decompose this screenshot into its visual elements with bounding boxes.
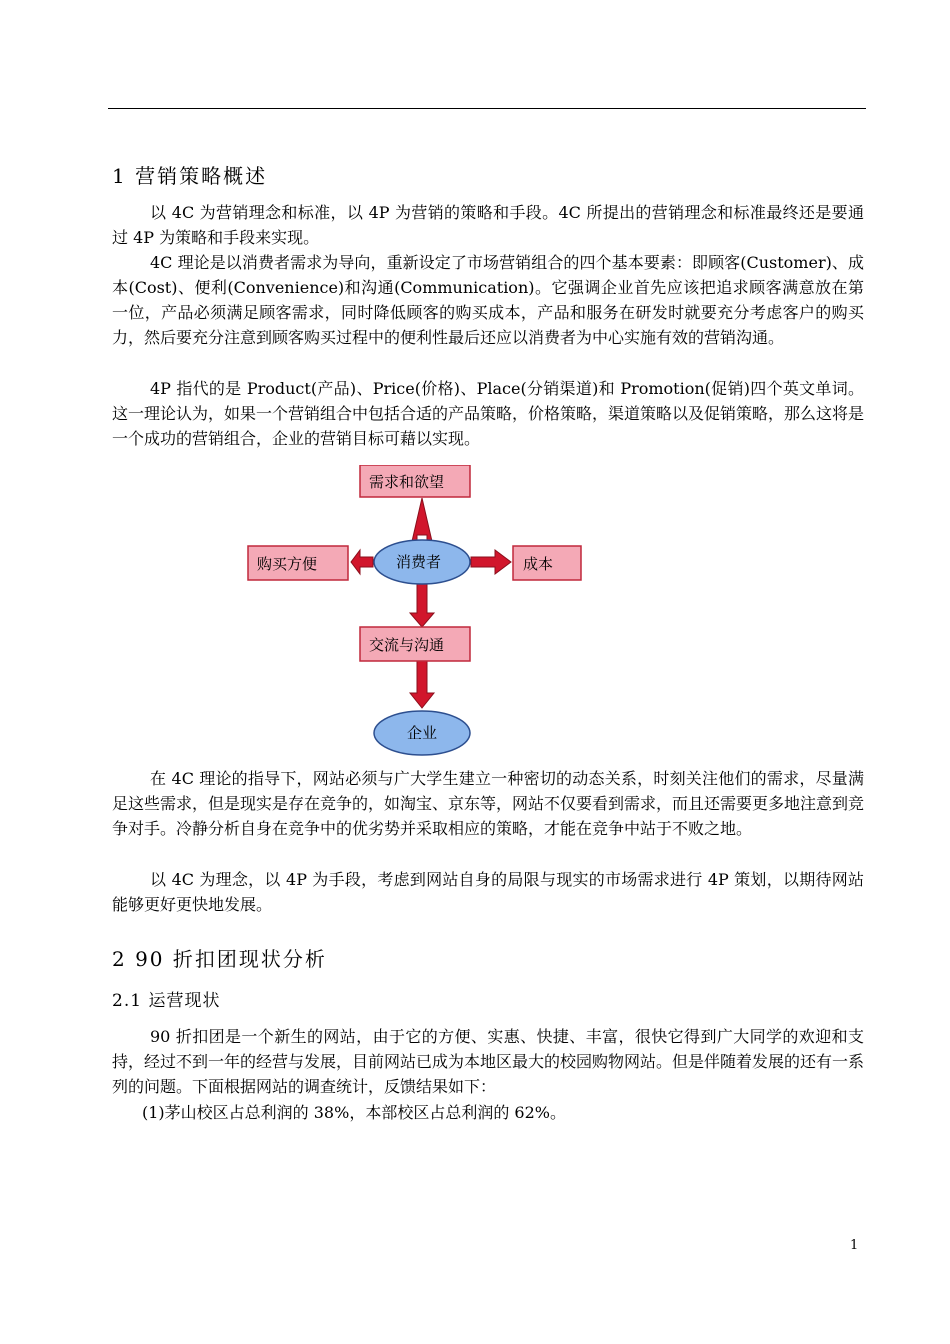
arrow-left — [351, 550, 373, 574]
paragraph-4c-4p-intro: 以 4C 为营销理念和标准，以 4P 为营销的策略和手段。4C 所提出的营销理念和标准最终还是要通过 4P 为策略和手段来实现。 — [112, 203, 864, 247]
section-1-heading: 1 营销策略概述 — [112, 164, 268, 188]
paragraph-profit-split: (1)茅山校区占总利润的 38%，本部校区占总利润的 62%。 — [142, 1103, 566, 1122]
section-2-heading: 2 90 折扣团现状分析 — [112, 947, 327, 971]
page-number: 1 — [850, 1238, 859, 1253]
header-rule — [108, 108, 866, 109]
paragraph-4c-4p-summary: 以 4C 为理念，以 4P 为手段，考虑到网站自身的局限与现实的市场需求进行 4P 策划，以期待网站能够更好更快地发展。 — [112, 870, 864, 914]
diagram-arrows — [351, 498, 511, 708]
ellipse-consumer-label: 消费者 — [396, 553, 442, 571]
box-communication-label: 交流与沟通 — [369, 636, 445, 654]
box-convenience-label: 购买方便 — [257, 555, 318, 573]
arrow-down-final — [410, 661, 434, 708]
arrow-down — [410, 580, 434, 627]
box-cost-label: 成本 — [523, 555, 554, 573]
paragraph-operations-status: 90 折扣团是一个新生的网站，由于它的方便、实惠、快捷、丰富，很快它得到广大同学的欢迎和支持，经过不到一年的经营与发展，目前网站已成为本地区最大的校园购物网站。但是伴随着发展的还有一系列的问题。下面根据网站的调查统计，反馈结果如下： — [112, 1027, 865, 1096]
section-2-1-heading: 2.1 运营现状 — [112, 991, 221, 1011]
box-needs-label: 需求和欲望 — [369, 473, 445, 491]
paragraph-4c-guidance: 在 4C 理论的指导下，网站必须与广大学生建立一种密切的动态关系，时刻关注他们的需求，尽量满足这些需求，但是现实是存在竞争的，如淘宝、京东等，网站不仅要看到需求，而且还需要更多地注意到竞争对手。冷静分析自身在竞争中的优劣势并采取相应的策略，才能在竞争中站于不败之地。 — [112, 769, 865, 838]
paragraph-4p-theory: 4P 指代的是 Product(产品)、Price(价格)、Place(分销渠道)和 Promotion(促销)四个英文单词。这一理论认为，如果一个营销组合中包括合适的产品策略，价格策略，渠道策略以及促销策略，那么这将是一个成功的营销组合，企业的营销目标可藉以实现。 — [112, 379, 865, 448]
arrow-right — [471, 550, 511, 574]
ellipse-enterprise-label: 企业 — [407, 724, 438, 742]
4c-diagram — [245, 465, 585, 760]
paragraph-4c-theory: 4C 理论是以消费者需求为导向，重新设定了市场营销组合的四个基本要素：即顾客(Customer)、成本(Cost)、便利(Convenience)和沟通(Communication)。它强调企业首先应该把追求顾客满意放在第一位，产品必须满足顾客需求，同时降低顾客的购买成本，产品和服务在研发时就要充分考虑客户的购买力，然后要充分注意到顾客购买过程中的便利性最后还应以消费者为中心实施有效的营销沟通。 — [112, 253, 864, 347]
